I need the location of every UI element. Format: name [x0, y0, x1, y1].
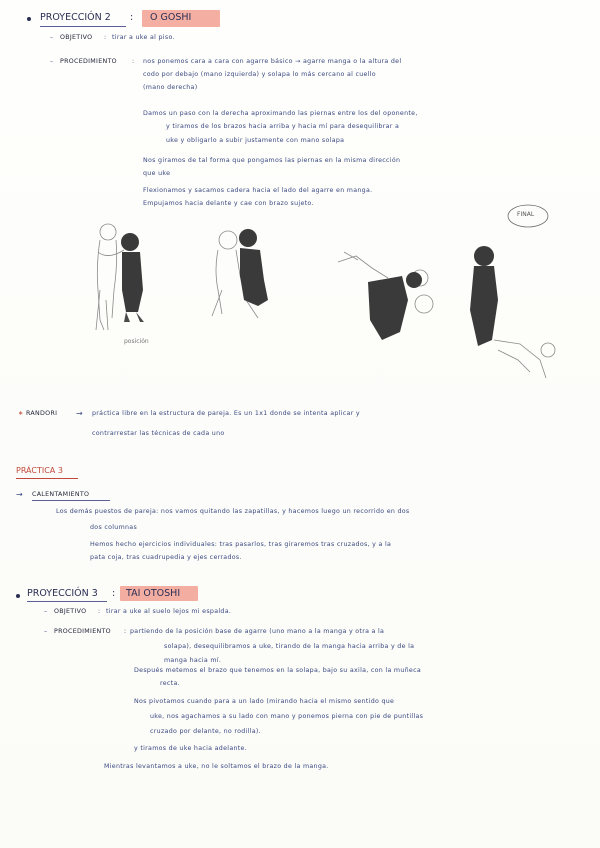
text-line: Nos pivotamos cuando para a un lado (mirando hacia el mismo sentido que — [134, 698, 395, 705]
procedimiento-label: PROCEDIMIENTO — [60, 58, 117, 65]
objetivo-label-3: OBJETIVO — [54, 608, 87, 615]
dash-marker: – — [44, 628, 48, 635]
judo-figure-pair-4-dark — [470, 246, 498, 346]
final-label: FINAL — [517, 211, 535, 218]
section3-title-underline — [27, 601, 107, 602]
text-line: uke, nos agachamos a su lado con mano y ponemos pierna con pie de puntillas — [150, 713, 424, 720]
section2-title: PROYECCIÓN 2 — [40, 12, 111, 23]
randori-label: RANDORI — [26, 410, 58, 417]
text-line: nos ponemos cara a cara con agarre básico → agarre manga o la altura del — [143, 58, 402, 65]
dash-marker: – — [50, 58, 54, 65]
randori-star: ∗ — [18, 410, 24, 417]
section3-colon: : — [112, 588, 116, 599]
judo-figure-pair-2-dark — [239, 229, 268, 306]
randori-arrow: → — [76, 409, 84, 418]
text-line: Empujamos hacia delante y cae con brazo sujeto. — [143, 200, 314, 207]
dash-marker: – — [50, 34, 54, 41]
text-line: y tiramos de los brazos hacia arriba y hacia mí para desequilibrar a — [166, 123, 400, 130]
procedimiento-label-3: PROCEDIMIENTO — [54, 628, 111, 635]
text-line: Nos giramos de tal forma que pongamos las piernas en la misma dirección — [143, 157, 401, 164]
calentamiento-arrow: → — [16, 490, 24, 499]
section3-title: PROYECCIÓN 3 — [27, 588, 98, 599]
text-line: contrarrestar las técnicas de cada uno — [92, 430, 225, 437]
text-line: Los demás puestos de pareja: nos vamos quitando las zapatillas, y hacemos luego un recorrido en dos — [56, 508, 410, 515]
objetivo-text: tirar a uke al piso. — [112, 34, 175, 41]
judo-figure-pair-1 — [96, 224, 124, 330]
text-line: y tiramos de uke hacia adelante. — [134, 745, 248, 752]
inicio-label: posición — [124, 338, 149, 345]
text-line: Hemos hecho ejercicios individuales: tras pasarlos, tras giraremos tras cruzados, y a la — [90, 541, 392, 548]
objetivo-text-3: tirar a uke al suelo lejos mi espalda. — [106, 608, 232, 615]
text-line: pata coja, tras cuadrupedia y ejes cerrados. — [90, 554, 242, 561]
text-line: solapa), desequilibramos a uke, tirando de la manga hacia arriba y de la — [164, 643, 415, 650]
practica3-underline — [16, 478, 78, 479]
text-line: recta. — [160, 680, 180, 687]
text-line: partiendo de la posición base de agarre (uno mano a la manga y otra a la — [130, 628, 385, 635]
text-line: que uke — [143, 170, 171, 177]
section3-highlight-label: TAI OTOSHI — [126, 588, 181, 599]
text-line: práctica libre en la estructura de pareja. Es un 1x1 donde se intenta aplicar y — [92, 410, 360, 417]
text-line: Mientras levantamos a uke, no le soltamos el brazo de la manga. — [104, 763, 329, 770]
procedimiento-colon-3: : — [124, 628, 127, 635]
objetivo-colon-3: : — [98, 608, 101, 615]
text-line: codo por debajo (mano izquierda) y solapa lo más cercano al cuello — [143, 71, 376, 78]
objetivo-label: OBJETIVO — [60, 34, 93, 41]
text-line: Damos un paso con la derecha aproximando las piernas entre los del oponente, — [143, 110, 418, 117]
calentamiento-underline — [32, 500, 110, 501]
text-line: dos columnas — [90, 524, 138, 531]
text-line: uke y obligarlo a subir justamente con mano solapa — [166, 137, 345, 144]
section2-colon: : — [130, 12, 134, 23]
judo-figure-pair-4 — [494, 340, 555, 378]
text-line: cruzado por delante, no rodilla). — [150, 728, 261, 735]
objetivo-colon: : — [104, 34, 107, 41]
procedimiento-colon: : — [132, 58, 135, 65]
bullet-dot — [16, 594, 20, 598]
text-line: Después metemos el brazo que tenemos en la solapa, bajo su axila, con la muñeca — [134, 667, 422, 674]
calentamiento-label: CALENTAMIENTO — [32, 491, 90, 498]
judo-figure-pair-1-dark — [121, 233, 144, 322]
section2-highlight-label: O GOSHI — [150, 12, 192, 23]
dash-marker: – — [44, 608, 48, 615]
practica3-title: PRÁCTICA 3 — [16, 466, 63, 475]
text-line: manga hacia mí. — [164, 657, 222, 664]
text-line: (mano derecha) — [143, 84, 198, 91]
text-line: Flexionamos y sacamos cadera hacia el lado del agarre en manga. — [143, 187, 373, 194]
judo-figure-pair-3-dark — [368, 272, 422, 340]
